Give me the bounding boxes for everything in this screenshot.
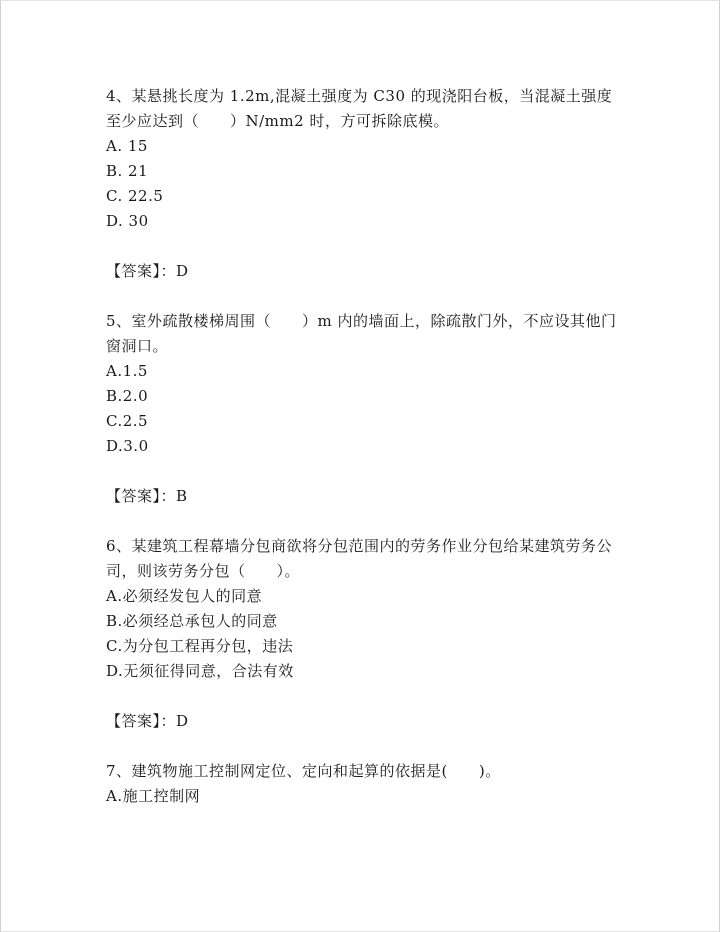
answer: 【答案】：B [106, 487, 188, 505]
option-a: A. 15 [106, 137, 148, 155]
answer: 【答案】：D [106, 262, 189, 280]
question-5 [106, 309, 626, 534]
option-a: A.必须经发包人的同意 [106, 587, 263, 605]
document-body [106, 84, 626, 809]
option-d: D.无须征得同意，合法有效 [106, 662, 294, 680]
question-7 [106, 759, 626, 809]
question-text: 7、建筑物施工控制网定位、定向和起算的依据是( )。 [106, 762, 501, 780]
option-a: A.施工控制网 [106, 787, 201, 805]
option-c: C. 22.5 [106, 187, 164, 205]
option-b: B.2.0 [106, 387, 149, 405]
option-c: C.2.5 [106, 412, 149, 430]
option-b: B.必须经总承包人的同意 [106, 612, 278, 630]
option-b: B. 21 [106, 162, 149, 180]
option-d: D. 30 [106, 212, 149, 230]
question-text: 4、某悬挑长度为 1.2m,混凝土强度为 C30 的现浇阳台板，当混凝土强度至少应达到（ ）N/mm2 时，方可拆除底模。 [106, 87, 613, 130]
question-4 [106, 84, 626, 309]
option-d: D.3.0 [106, 437, 149, 455]
option-c: C.为分包工程再分包，违法 [106, 637, 294, 655]
option-a: A.1.5 [106, 362, 148, 380]
question-text: 5、室外疏散楼梯周围（ ）m 内的墙面上，除疏散门外，不应设其他门窗洞口。 [106, 312, 617, 355]
answer: 【答案】：D [106, 712, 189, 730]
question-6 [106, 534, 626, 759]
question-text: 6、某建筑工程幕墙分包商欲将分包范围内的劳务作业分包给某建筑劳务公司，则该劳务分包（ ）。 [106, 537, 613, 580]
